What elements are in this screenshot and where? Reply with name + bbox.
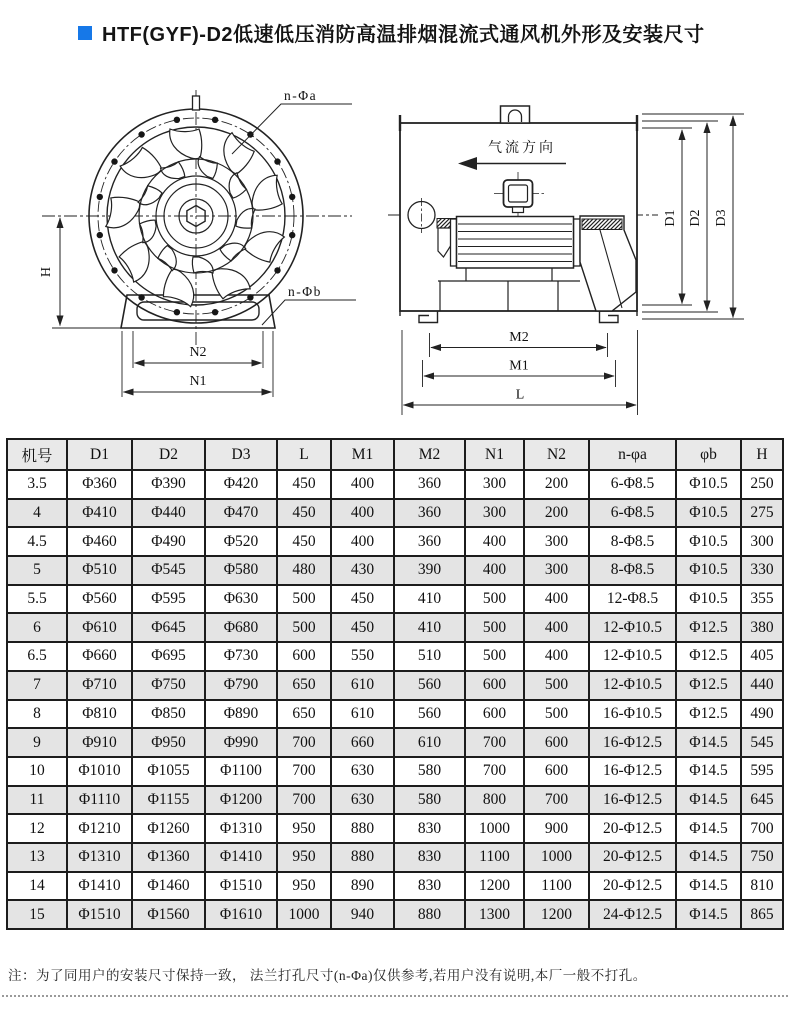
table-cell: 24-Φ12.5: [589, 900, 676, 929]
table-row: [7, 613, 783, 642]
table-cell: 380: [741, 613, 783, 642]
table-cell: 9: [7, 728, 67, 757]
table-cell: 700: [741, 814, 783, 843]
table-cell: Φ1510: [205, 872, 277, 901]
table-cell: 480: [277, 556, 331, 585]
column-header: D1: [67, 439, 132, 470]
column-header: H: [741, 439, 783, 470]
dim-label-D3: D3: [714, 209, 729, 227]
table-cell: Φ1010: [67, 757, 132, 786]
table-cell: 700: [277, 728, 331, 757]
table-cell: 8-Φ8.5: [589, 527, 676, 556]
table-cell: 400: [465, 556, 524, 585]
table-cell: 500: [524, 671, 589, 700]
table-cell: Φ10.5: [676, 527, 741, 556]
table-cell: 950: [277, 843, 331, 872]
table-cell: 400: [331, 527, 394, 556]
dim-H: [39, 218, 60, 326]
table-cell: Φ470: [205, 499, 277, 528]
table-cell: Φ1410: [67, 872, 132, 901]
table-row: [7, 872, 783, 901]
dim-label-M2: M2: [509, 330, 529, 345]
table-cell: 3.5: [7, 470, 67, 499]
column-header: N1: [465, 439, 524, 470]
side-view-drawing: [388, 106, 744, 415]
table-cell: Φ1110: [67, 786, 132, 815]
table-cell: 360: [394, 527, 465, 556]
airflow-label: 气流方向: [488, 141, 556, 156]
table-row: [7, 757, 783, 786]
table-cell: 8-Φ8.5: [589, 556, 676, 585]
table-cell: 450: [277, 527, 331, 556]
table-cell: 300: [741, 527, 783, 556]
table-cell: 900: [524, 814, 589, 843]
table-cell: 600: [524, 757, 589, 786]
table-cell: 400: [524, 642, 589, 671]
table-cell: 200: [524, 499, 589, 528]
table-row: [7, 499, 783, 528]
table-cell: 865: [741, 900, 783, 929]
column-header: M2: [394, 439, 465, 470]
table-cell: 450: [331, 585, 394, 614]
table-cell: Φ595: [132, 585, 205, 614]
dimension-drawings: [0, 72, 790, 434]
table-row: [7, 786, 783, 815]
table-cell: Φ14.5: [676, 843, 741, 872]
table-cell: Φ1260: [132, 814, 205, 843]
table-cell: 400: [331, 499, 394, 528]
table-cell: Φ1100: [205, 757, 277, 786]
table-cell: 560: [394, 671, 465, 700]
table-cell: 500: [277, 585, 331, 614]
table-row: [7, 470, 783, 499]
table-cell: 400: [331, 470, 394, 499]
leader-label-flange-holes: n-Φa: [284, 88, 318, 103]
table-cell: Φ560: [67, 585, 132, 614]
table-cell: Φ390: [132, 470, 205, 499]
right-mount-hatch: [582, 219, 622, 230]
table-cell: 550: [331, 642, 394, 671]
table-cell: Φ12.5: [676, 642, 741, 671]
dim-M1: [423, 359, 616, 388]
table-row: [7, 700, 783, 729]
table-cell: Φ695: [132, 642, 205, 671]
bottom-divider: [2, 995, 788, 997]
table-cell: 13: [7, 843, 67, 872]
table-cell: 1000: [465, 814, 524, 843]
table-cell: 16-Φ10.5: [589, 700, 676, 729]
table-cell: 880: [331, 814, 394, 843]
table-cell: 20-Φ12.5: [589, 843, 676, 872]
table-cell: 6.5: [7, 642, 67, 671]
footnote: 注：为了同用户的安装尺寸保持一致， 法兰打孔尺寸(n-Φa)仅供参考,若用户没有说明,本厂一般不打孔。: [8, 968, 647, 983]
column-header: n-φa: [589, 439, 676, 470]
table-row: [7, 814, 783, 843]
table-cell: 830: [394, 872, 465, 901]
table-cell: Φ1410: [205, 843, 277, 872]
dim-N2: [133, 331, 263, 368]
leader-label-base-holes: n-Φb: [288, 284, 322, 299]
table-cell: 610: [331, 671, 394, 700]
table-cell: 660: [331, 728, 394, 757]
table-cell: 500: [524, 700, 589, 729]
table-row: [7, 585, 783, 614]
table-cell: 890: [331, 872, 394, 901]
table-cell: Φ790: [205, 671, 277, 700]
table-cell: 650: [277, 671, 331, 700]
top-stub: [193, 96, 200, 110]
table-cell: 580: [394, 757, 465, 786]
table-cell: Φ12.5: [676, 700, 741, 729]
table-cell: Φ12.5: [676, 613, 741, 642]
table-cell: Φ12.5: [676, 671, 741, 700]
table-cell: 390: [394, 556, 465, 585]
table-cell: Φ14.5: [676, 814, 741, 843]
table-cell: 300: [465, 470, 524, 499]
table-cell: 1300: [465, 900, 524, 929]
dim-M2: [430, 330, 608, 357]
table-cell: 750: [741, 843, 783, 872]
lifting-lug: [501, 106, 530, 123]
column-header: L: [277, 439, 331, 470]
table-cell: 500: [465, 613, 524, 642]
table-cell: Φ890: [205, 700, 277, 729]
dim-label-M1: M1: [509, 358, 529, 374]
dim-label-H: H: [39, 266, 54, 278]
table-cell: 500: [465, 642, 524, 671]
table-cell: 800: [465, 786, 524, 815]
table-cell: 700: [277, 757, 331, 786]
table-cell: Φ1560: [132, 900, 205, 929]
table-cell: 600: [524, 728, 589, 757]
table-cell: Φ460: [67, 527, 132, 556]
table-cell: Φ680: [205, 613, 277, 642]
table-cell: 6-Φ8.5: [589, 499, 676, 528]
table-cell: Φ630: [205, 585, 277, 614]
table-cell: Φ14.5: [676, 786, 741, 815]
table-cell: 15: [7, 900, 67, 929]
table-header: [7, 439, 783, 470]
page-header: [78, 18, 705, 47]
dim-label-D2: D2: [688, 209, 703, 227]
table-cell: 200: [524, 470, 589, 499]
table-cell: 950: [277, 872, 331, 901]
table-cell: 12-Φ10.5: [589, 613, 676, 642]
table-cell: Φ440: [132, 499, 205, 528]
table-cell: 600: [465, 671, 524, 700]
table-cell: 330: [741, 556, 783, 585]
table-cell: 700: [277, 786, 331, 815]
column-header: D3: [205, 439, 277, 470]
table-cell: 7: [7, 671, 67, 700]
table-cell: Φ520: [205, 527, 277, 556]
table-cell: 630: [331, 786, 394, 815]
table-cell: 8: [7, 700, 67, 729]
table-cell: Φ610: [67, 613, 132, 642]
table-cell: Φ750: [132, 671, 205, 700]
leader-base-holes: [262, 284, 356, 325]
table-cell: 430: [331, 556, 394, 585]
column-header: D2: [132, 439, 205, 470]
table-cell: 360: [394, 499, 465, 528]
table-cell: 440: [741, 671, 783, 700]
table-cell: 6: [7, 613, 67, 642]
table-row: [7, 728, 783, 757]
table-cell: Φ710: [67, 671, 132, 700]
table-cell: 1000: [524, 843, 589, 872]
table-cell: 940: [331, 900, 394, 929]
table-cell: 275: [741, 499, 783, 528]
table-cell: Φ10.5: [676, 585, 741, 614]
table-cell: Φ1155: [132, 786, 205, 815]
table-cell: Φ950: [132, 728, 205, 757]
table-cell: 510: [394, 642, 465, 671]
table-cell: 11: [7, 786, 67, 815]
dim-label-N2: N2: [189, 345, 207, 360]
table-cell: 1100: [465, 843, 524, 872]
table-cell: 405: [741, 642, 783, 671]
table-cell: 12-Φ8.5: [589, 585, 676, 614]
table-cell: 250: [741, 470, 783, 499]
table-cell: 580: [394, 786, 465, 815]
table-cell: 830: [394, 843, 465, 872]
table-cell: 700: [465, 728, 524, 757]
table-cell: 1000: [277, 900, 331, 929]
table-cell: 810: [741, 872, 783, 901]
table-cell: 4.5: [7, 527, 67, 556]
dim-label-D1: D1: [663, 209, 678, 227]
table-row: [7, 527, 783, 556]
table-cell: 10: [7, 757, 67, 786]
table-cell: Φ730: [205, 642, 277, 671]
table-cell: 490: [741, 700, 783, 729]
table-cell: Φ1360: [132, 843, 205, 872]
fan-base: [52, 295, 275, 328]
table-cell: 500: [465, 585, 524, 614]
foot-left: [419, 311, 438, 323]
table-cell: 610: [394, 728, 465, 757]
dim-D1: [663, 130, 682, 304]
table-cell: 450: [277, 470, 331, 499]
column-header: 机号: [7, 439, 67, 470]
title-bullet-icon: [78, 26, 92, 40]
table-cell: 650: [277, 700, 331, 729]
table-cell: 700: [465, 757, 524, 786]
table-cell: 360: [394, 470, 465, 499]
table-cell: Φ14.5: [676, 757, 741, 786]
table-cell: 12-Φ10.5: [589, 642, 676, 671]
table-cell: 300: [524, 556, 589, 585]
table-cell: Φ10.5: [676, 470, 741, 499]
table-cell: 400: [524, 585, 589, 614]
table-cell: Φ910: [67, 728, 132, 757]
dim-label-L: L: [515, 387, 525, 403]
table-cell: 1200: [524, 900, 589, 929]
table-row: [7, 843, 783, 872]
table-cell: Φ660: [67, 642, 132, 671]
table-cell: Φ1210: [67, 814, 132, 843]
table-cell: Φ14.5: [676, 728, 741, 757]
table-cell: 4: [7, 499, 67, 528]
table-cell: 410: [394, 585, 465, 614]
dim-label-N1: N1: [189, 374, 207, 389]
table-cell: Φ410: [67, 499, 132, 528]
table-cell: Φ1510: [67, 900, 132, 929]
table-cell: 600: [277, 642, 331, 671]
page-title: HTF(GYF)-D2低速低压消防高温排烟混流式通风机外形及安装尺寸: [102, 24, 705, 46]
column-header: M1: [331, 439, 394, 470]
spec-table: [6, 438, 784, 930]
table-cell: Φ360: [67, 470, 132, 499]
table-cell: 20-Φ12.5: [589, 872, 676, 901]
table-cell: 355: [741, 585, 783, 614]
table-cell: 6-Φ8.5: [589, 470, 676, 499]
table-cell: Φ14.5: [676, 872, 741, 901]
table-cell: Φ810: [67, 700, 132, 729]
table-cell: 500: [277, 613, 331, 642]
table-body: [7, 470, 783, 929]
table-cell: Φ14.5: [676, 900, 741, 929]
leader-flange-holes: [232, 88, 352, 154]
table-cell: 12: [7, 814, 67, 843]
table-cell: Φ580: [205, 556, 277, 585]
table-cell: 610: [331, 700, 394, 729]
table-cell: 300: [465, 499, 524, 528]
dim-D3: [714, 116, 733, 318]
table-cell: Φ10.5: [676, 499, 741, 528]
table-cell: 830: [394, 814, 465, 843]
table-row: [7, 900, 783, 929]
table-cell: 14: [7, 872, 67, 901]
table-cell: 16-Φ12.5: [589, 786, 676, 815]
column-header: N2: [524, 439, 589, 470]
table-cell: 630: [331, 757, 394, 786]
table-cell: 950: [277, 814, 331, 843]
table-cell: 5.5: [7, 585, 67, 614]
foot-right: [600, 311, 619, 323]
table-row: [7, 642, 783, 671]
table-cell: 16-Φ12.5: [589, 757, 676, 786]
table-cell: Φ1055: [132, 757, 205, 786]
dim-D2: [688, 123, 707, 311]
table-cell: Φ990: [205, 728, 277, 757]
column-header: φb: [676, 439, 741, 470]
front-view-drawing: [39, 88, 356, 397]
table-cell: 450: [331, 613, 394, 642]
table-cell: 595: [741, 757, 783, 786]
table-cell: 560: [394, 700, 465, 729]
table-cell: 880: [394, 900, 465, 929]
table-cell: Φ1610: [205, 900, 277, 929]
table-cell: Φ510: [67, 556, 132, 585]
dim-N1: [122, 331, 273, 397]
table-cell: 16-Φ12.5: [589, 728, 676, 757]
motor: [451, 217, 581, 269]
table-cell: Φ1460: [132, 872, 205, 901]
table-cell: Φ850: [132, 700, 205, 729]
table-header-row: [7, 439, 783, 470]
table-cell: 20-Φ12.5: [589, 814, 676, 843]
table-cell: 600: [465, 700, 524, 729]
table-cell: Φ10.5: [676, 556, 741, 585]
table-cell: 300: [524, 527, 589, 556]
table-cell: 5: [7, 556, 67, 585]
table-cell: Φ1200: [205, 786, 277, 815]
table-cell: 450: [277, 499, 331, 528]
table-cell: 410: [394, 613, 465, 642]
table-cell: 1200: [465, 872, 524, 901]
table-cell: 400: [465, 527, 524, 556]
table-cell: 880: [331, 843, 394, 872]
table-cell: 1100: [524, 872, 589, 901]
table-cell: Φ645: [132, 613, 205, 642]
table-cell: Φ545: [132, 556, 205, 585]
table-cell: 645: [741, 786, 783, 815]
table-cell: 12-Φ10.5: [589, 671, 676, 700]
table-row: [7, 671, 783, 700]
table-cell: 400: [524, 613, 589, 642]
table-cell: Φ1310: [205, 814, 277, 843]
table-row: [7, 556, 783, 585]
table-cell: 700: [524, 786, 589, 815]
table-cell: Φ490: [132, 527, 205, 556]
table-cell: Φ420: [205, 470, 277, 499]
table-cell: 545: [741, 728, 783, 757]
table-cell: Φ1310: [67, 843, 132, 872]
